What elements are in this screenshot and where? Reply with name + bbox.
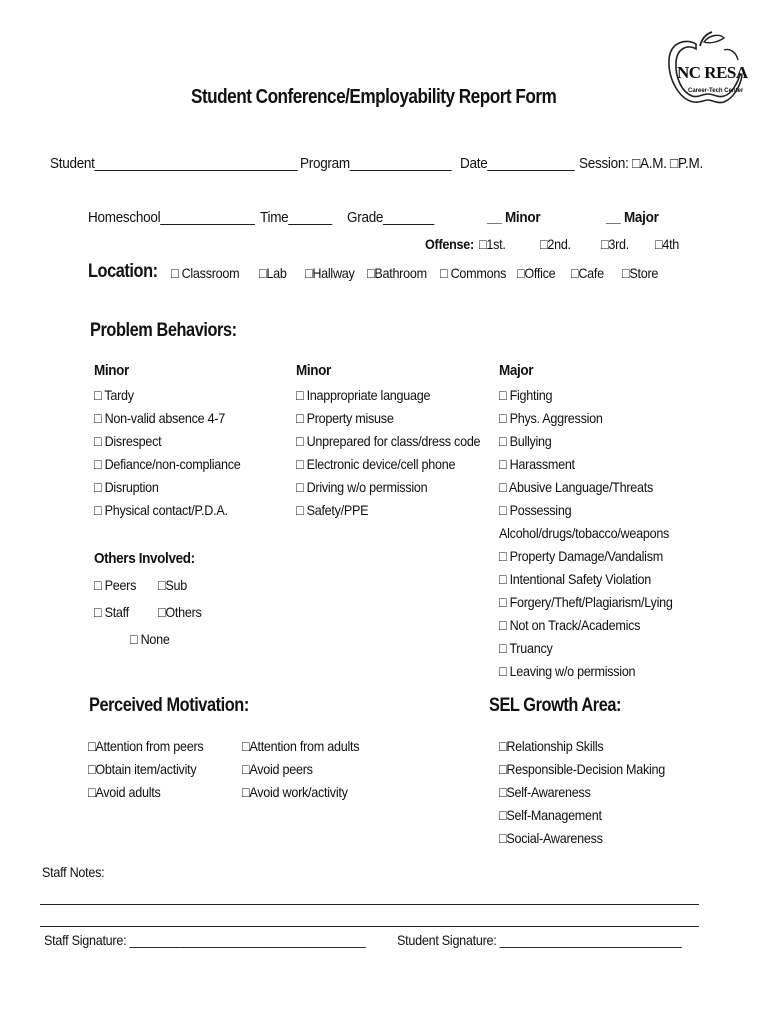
major-behaviors-list [499, 384, 692, 683]
problem-behaviors-heading: Problem Behaviors: [90, 320, 237, 341]
student-field[interactable]: Student____________________________ [50, 155, 298, 172]
behavior-checkbox[interactable]: □ Truancy [499, 640, 553, 656]
behavior-checkbox[interactable]: □ Defiance/non-compliance [94, 456, 241, 472]
motivation-list-1 [88, 735, 216, 804]
sel-checkbox[interactable]: □Relationship Skills [499, 738, 604, 754]
behavior-checkbox[interactable]: □ Inappropriate language [296, 387, 431, 403]
location-store-checkbox[interactable]: □Store [622, 265, 659, 281]
logo-subtitle: Career-Tech Center [688, 88, 744, 94]
behavior-checkbox[interactable]: □ Leaving w/o permission [499, 663, 636, 679]
others-none-checkbox[interactable]: □ None [130, 631, 170, 647]
staff-notes-label: Staff Notes: [42, 864, 105, 880]
behavior-checkbox[interactable]: □ Abusive Language/Threats [499, 479, 654, 495]
behavior-checkbox[interactable]: □ Disrespect [94, 433, 162, 449]
behavior-checkbox[interactable]: □ Disruption [94, 479, 159, 495]
logo-name: NC RESA [677, 63, 748, 82]
location-label: Location: [88, 261, 158, 282]
behavior-checkbox[interactable]: □ Phys. Aggression [499, 410, 603, 426]
staff-notes-line-2[interactable] [40, 926, 699, 927]
location-bathroom-checkbox[interactable]: □Bathroom [367, 265, 427, 281]
others-peers-checkbox[interactable]: □ Peers [94, 577, 137, 593]
motivation-checkbox[interactable]: □Obtain item/activity [88, 761, 197, 777]
perceived-motivation-heading: Perceived Motivation: [89, 695, 249, 716]
behavior-checkbox[interactable]: □ Tardy [94, 387, 134, 403]
motivation-checkbox[interactable]: □Attention from peers [88, 738, 204, 754]
behavior-checkbox[interactable]: □ Physical contact/P.D.A. [94, 502, 228, 518]
motivation-checkbox[interactable]: □Attention from adults [242, 738, 360, 754]
date-field[interactable]: Date____________ [460, 155, 575, 172]
motivation-list-2 [242, 735, 372, 804]
location-cafe-checkbox[interactable]: □Cafe [571, 265, 604, 281]
others-involved-heading: Others Involved: [94, 550, 195, 567]
behavior-checkbox[interactable]: □ Electronic device/cell phone [296, 456, 456, 472]
program-field[interactable]: Program______________ [300, 155, 452, 172]
motivation-checkbox[interactable]: □Avoid adults [88, 784, 161, 800]
major-severity-field[interactable]: __ Major [606, 209, 659, 226]
sel-checkbox[interactable]: □Self-Management [499, 807, 602, 823]
sel-growth-heading: SEL Growth Area: [489, 695, 622, 716]
minor-column-1-heading: Minor [94, 362, 129, 379]
location-lab-checkbox[interactable]: □Lab [259, 265, 287, 281]
location-hallway-checkbox[interactable]: □Hallway [305, 265, 355, 281]
session-checkboxes[interactable]: Session: □A.M. □P.M. [579, 155, 703, 172]
sel-checkbox[interactable]: □Self-Awareness [499, 784, 591, 800]
student-signature-field[interactable]: Student Signature: ___________________________ [397, 932, 682, 948]
others-others-checkbox[interactable]: □Others [158, 604, 202, 620]
page-title: Student Conference/Employability Report Form [191, 86, 557, 108]
major-column-heading: Major [499, 362, 534, 379]
offense-2nd-checkbox[interactable]: □2nd. [540, 236, 571, 252]
others-sub-checkbox[interactable]: □Sub [158, 577, 187, 593]
motivation-checkbox[interactable]: □Avoid work/activity [242, 784, 348, 800]
behavior-checkbox[interactable]: □ Harassment [499, 456, 575, 472]
behavior-continuation-text: Alcohol/drugs/tobacco/weapons [499, 525, 670, 541]
nc-resa-logo [664, 30, 756, 112]
time-field[interactable]: Time______ [260, 209, 332, 226]
sel-checkbox[interactable]: □Social-Awareness [499, 830, 603, 846]
sel-growth-list [499, 735, 683, 850]
behavior-checkbox[interactable]: □ Fighting [499, 387, 553, 403]
staff-signature-field[interactable]: Staff Signature: ___________________________________ [44, 932, 366, 948]
minor-behaviors-list-2 [296, 384, 501, 522]
behavior-checkbox[interactable]: □ Safety/PPE [296, 502, 369, 518]
staff-notes-line-1[interactable] [40, 904, 699, 905]
location-classroom-checkbox[interactable]: □ Classroom [171, 265, 240, 281]
homeschool-field[interactable]: Homeschool_____________ [88, 209, 255, 226]
behavior-checkbox[interactable]: □ Bullying [499, 433, 552, 449]
behavior-checkbox[interactable]: □ Possessing [499, 502, 572, 518]
location-office-checkbox[interactable]: □Office [517, 265, 556, 281]
behavior-checkbox[interactable]: □ Unprepared for class/dress code [296, 433, 481, 449]
offense-3rd-checkbox[interactable]: □3rd. [601, 236, 629, 252]
offense-label: Offense: [425, 236, 474, 252]
behavior-checkbox[interactable]: □ Forgery/Theft/Plagiarism/Lying [499, 594, 673, 610]
others-staff-checkbox[interactable]: □ Staff [94, 604, 129, 620]
behavior-checkbox[interactable]: □ Driving w/o permission [296, 479, 428, 495]
behavior-checkbox[interactable]: □ Intentional Safety Violation [499, 571, 651, 587]
minor-behaviors-list-1 [94, 384, 257, 522]
offense-4th-checkbox[interactable]: □4th [655, 236, 680, 252]
offense-1st-checkbox[interactable]: □1st. [479, 236, 506, 252]
minor-severity-field[interactable]: __ Minor [487, 209, 541, 226]
behavior-checkbox[interactable]: □ Property misuse [296, 410, 394, 426]
minor-column-2-heading: Minor [296, 362, 331, 379]
behavior-checkbox[interactable]: □ Not on Track/Academics [499, 617, 641, 633]
behavior-checkbox[interactable]: □ Non-valid absence 4-7 [94, 410, 225, 426]
motivation-checkbox[interactable]: □Avoid peers [242, 761, 313, 777]
grade-field[interactable]: Grade_______ [347, 209, 434, 226]
location-commons-checkbox[interactable]: □ Commons [440, 265, 507, 281]
sel-checkbox[interactable]: □Responsible-Decision Making [499, 761, 666, 777]
behavior-checkbox[interactable]: □ Property Damage/Vandalism [499, 548, 663, 564]
